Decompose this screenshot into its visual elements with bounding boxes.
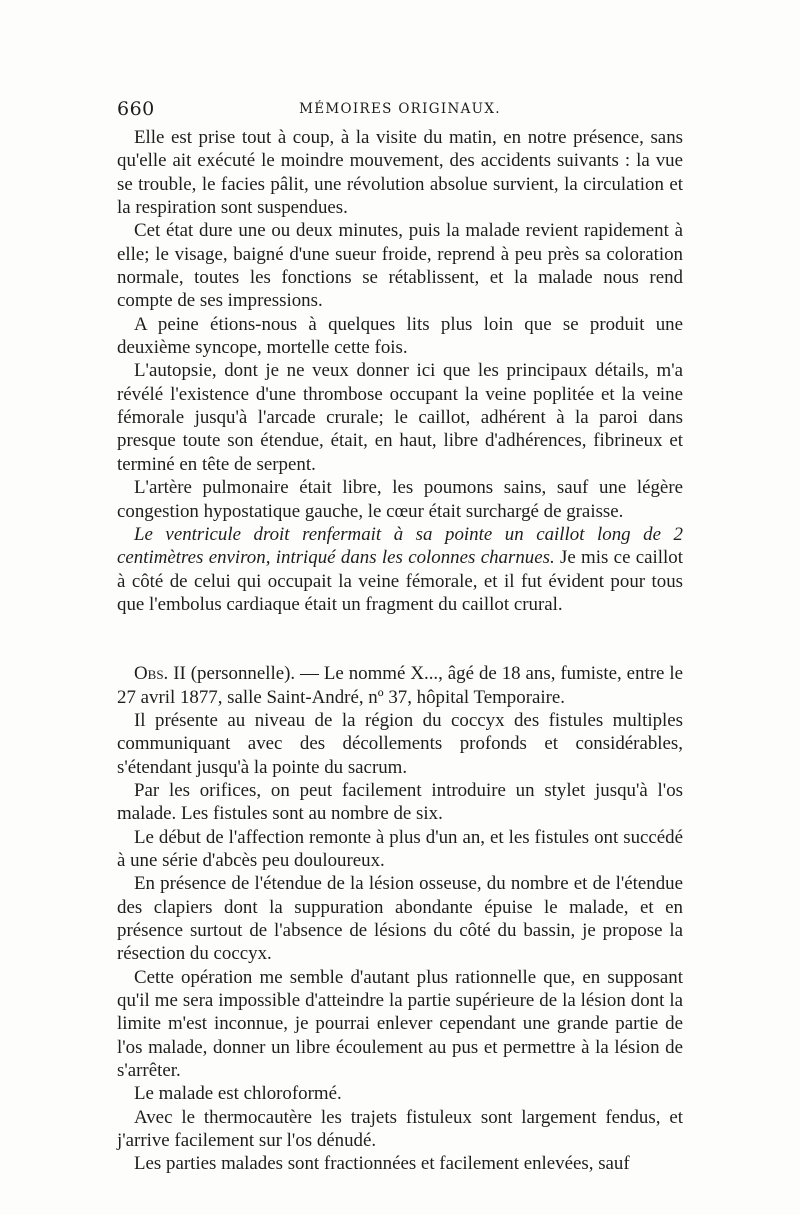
paragraph-text: Cet état dure une ou deux minutes, puis la malade revient rapidement à elle; le visage, baigné d'une sueur froide, reprend à peu près sa coloration normale, toutes les fonctions se rétablissent, et la malade nous rend compte de ses impressions. xyxy=(117,220,683,312)
paragraph-text: Il présente au niveau de la région du coccyx des fistules multiples communiquant avec des décollements profonds et considérables, s'étendant jusqu'à la pointe du sacrum. xyxy=(117,709,683,778)
paragraph-text: Par les orifices, on peut facilement introduire un stylet jusqu'à l'os malade. Les fistules sont au nombre de six. xyxy=(117,779,683,825)
page-number: 660 xyxy=(117,98,155,120)
paragraph xyxy=(117,1082,683,1105)
paragraph-text: Le début de l'affection remonte à plus d'un an, et les fistules ont succédé à une série d'abcès peu douloureux. xyxy=(117,826,683,871)
paragraph xyxy=(117,966,683,1083)
paragraph xyxy=(117,709,683,779)
paragraph xyxy=(117,359,683,476)
paragraph-text: Le malade est chloroformé. xyxy=(134,1083,342,1105)
paragraph-text: Avec le thermocautère les trajets fistuleux sont largement fendus, et j'arrive facilement sur l'os dénudé. xyxy=(117,1106,683,1152)
running-title: MÉMOIRES ORIGINAUX. xyxy=(299,101,501,117)
paragraph xyxy=(117,523,683,616)
paragraph xyxy=(117,779,683,826)
paragraph xyxy=(117,1106,683,1153)
paragraph xyxy=(117,476,683,523)
paragraph-text: Les parties malades sont fractionnées et facilement enlevées, sauf xyxy=(134,1153,630,1175)
paragraph xyxy=(117,126,683,219)
paragraph-text: Elle est prise tout à coup, à la visite du matin, en notre présence, sans qu'elle ait exécuté le moindre mouvement, des accidents suivants : la vue se trouble, le facies pâlit, une révolution absolue survient, la circulation et la respiration sont suspendues. xyxy=(117,127,683,219)
paragraph-text: (personnelle). — Le nommé X..., âgé de 18 ans, fumiste, entre le 27 avril 1877, salle Saint-André, nº 37, hôpital Temporaire. xyxy=(117,663,684,708)
paragraph xyxy=(117,826,683,873)
paragraph-text: A peine étions-nous à quelques lits plus loin que se produit une deuxième syncope, mortelle cette fois. xyxy=(117,313,683,359)
paragraph-text: Cette opération me semble d'autant plus rationnelle que, en supposant qu'il me sera impossible d'atteindre la partie supérieure de la lésion dont la limite m'est inconnue, je pourrai enlever cependant une grande partie de l'os malade, donner un libre écoulement au pus et permettre à la lésion de s'arrêter. xyxy=(117,966,683,1082)
page-header xyxy=(117,98,683,124)
italic-passage: Le ventricule droit renfermait à sa pointe un caillot long de 2 centimètres environ, intriqué dans les colonnes charnues. xyxy=(117,523,683,569)
paragraph-text: L'autopsie, dont je ne veux donner ici que les principaux détails, m'a révélé l'existence d'une thrombose occupant la veine poplitée et la veine fémorale jusqu'à l'arcade crurale; le caillot, adhérent à la paroi dans presque toute son étendue, était, en haut, libre d'adhérences, fibrineux et terminé en tête de serpent. xyxy=(117,360,683,475)
observation-heading-paragraph xyxy=(117,662,683,709)
paragraph xyxy=(117,313,683,360)
paragraph xyxy=(117,872,683,965)
paragraph-text: L'artère pulmonaire était libre, les poumons sains, sauf une légère congestion hypostatique gauche, le cœur était surchargé de graisse. xyxy=(117,477,683,522)
body-text xyxy=(117,126,683,1176)
paragraph xyxy=(117,1152,683,1175)
paragraph-text: Je mis ce caillot à côté de celui qui occupait la veine fémorale, et il fut évident pour tous que l'embolus cardiaque était un fragment du caillot crural. xyxy=(117,547,683,615)
paragraph-text: En présence de l'étendue de la lésion osseuse, du nombre et de l'étendue des clapiers dont la suppuration abondante épuise le malade, et en présence surtout de l'absence de lésions du côté du bassin, je propose la résection du coccyx. xyxy=(117,873,683,965)
paragraph xyxy=(117,219,683,312)
observation-label: Obs. II xyxy=(134,663,186,685)
